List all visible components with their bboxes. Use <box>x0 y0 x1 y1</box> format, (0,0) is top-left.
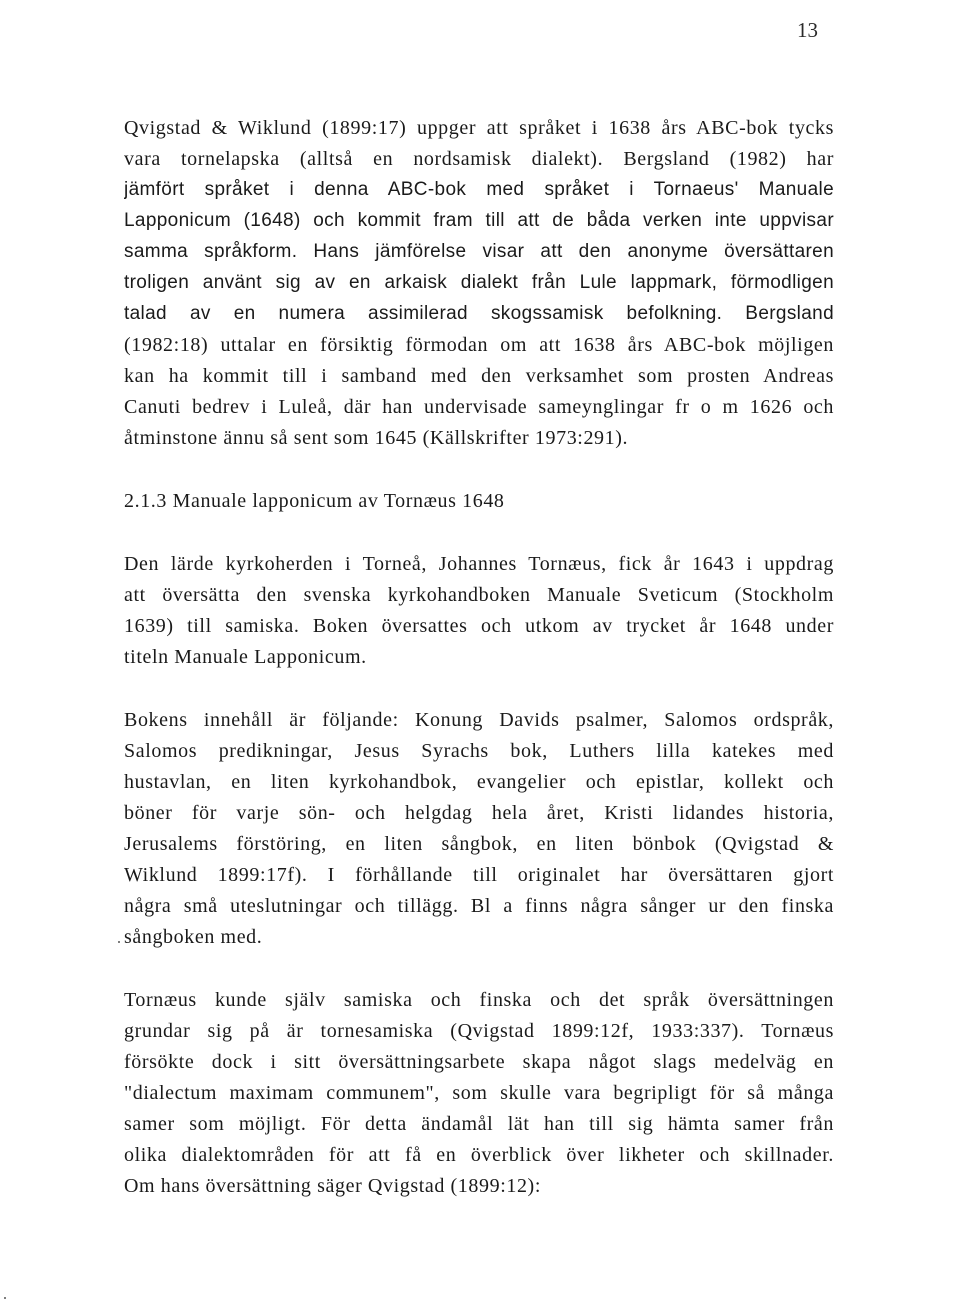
paragraph-line: åtminstone ännu så sent som 1645 (Källskrifter 1973:291). <box>124 427 629 449</box>
paragraph-line: talad av en numera assimilerad skogssamisk befolkning. Bergsland <box>124 303 834 324</box>
paragraph-line: försökte dock i sitt översättningsarbete skapa något slags medelväg en <box>124 1051 834 1073</box>
paragraph-line: troligen använt sig av en arkaisk dialekt från Lule lappmark, förmodligen <box>124 272 834 293</box>
paragraph-line: Jerusalems förstöring, en liten sångbok, en liten bönbok (Qvigstad & <box>124 833 834 855</box>
paragraph-line: Qvigstad & Wiklund (1899:17) uppger att språket i 1638 års ABC-bok tycks <box>124 117 834 139</box>
paragraph-line: böner för varje sön- och helgdag hela året, Kristi lidandes historia, <box>124 802 834 824</box>
paragraph-line: olika dialektområden för att få en överblick över likheter och skillnader. <box>124 1144 834 1166</box>
paragraph-line: att översätta den svenska kyrkohandboken Manuale Sveticum (Stockholm <box>124 584 834 606</box>
page-number: 13 <box>797 18 818 42</box>
paragraph-line: jämfört språket i denna ABC-bok med språket i Tornaeus' Manuale <box>124 179 834 200</box>
paragraph-line: Wiklund 1899:17f). I förhållande till originalet har översättaren gjort <box>124 864 834 886</box>
paragraph-line: vara tornelapska (alltså en nordsamisk dialekt). Bergsland (1982) har <box>124 148 834 170</box>
scan-speck <box>118 941 120 943</box>
paragraph-line: Bokens innehåll är följande: Konung Davids psalmer, Salomos ordspråk, <box>124 709 834 731</box>
paragraph-line: kan ha kommit till i samband med den verksamhet som prosten Andreas <box>124 365 834 387</box>
paragraph-line: samer som möjligt. För detta ändamål lät han till sig hämta samer från <box>124 1113 834 1135</box>
paragraph-line: samma språkform. Hans jämförelse visar att den anonyme översättaren <box>124 241 834 262</box>
paragraph-line: Om hans översättning säger Qvigstad (1899:12): <box>124 1175 541 1197</box>
paragraph-line: grundar sig på är tornesamiska (Qvigstad 1899:12f, 1933:337). Tornæus <box>124 1020 834 1042</box>
paragraph-line: hustavlan, en liten kyrkohandbok, evangelier och epistlar, kollekt och <box>124 771 834 793</box>
paragraph-line: Salomos predikningar, Jesus Syrachs bok, Luthers lilla katekes med <box>124 740 834 762</box>
section-heading: 2.1.3 Manuale lapponicum av Tornæus 1648 <box>124 490 505 512</box>
paragraph-line: sångboken med. <box>124 926 263 948</box>
paragraph-line: "dialectum maximam communem", som skulle vara begripligt för så många <box>124 1082 834 1104</box>
paragraph-line: Lapponicum (1648) och kommit fram till att de båda verken inte uppvisar <box>124 210 834 231</box>
paragraph-line: (1982:18) uttalar en försiktig förmodan om att 1638 års ABC-bok möjligen <box>124 334 834 356</box>
paragraph-line: Canuti bedrev i Luleå, där han undervisade sameynglingar fr o m 1626 och <box>124 396 834 418</box>
paragraph-line: Tornæus kunde själv samiska och finska och det språk översättningen <box>124 989 834 1011</box>
paragraph-line: 1639) till samiska. Boken översattes och utkom av trycket år 1648 under <box>124 615 834 637</box>
paragraph-line: några små uteslutningar och tillägg. Bl a finns några sånger ur den finska <box>124 895 834 917</box>
scan-speck <box>4 1297 6 1299</box>
paragraph-line: titeln Manuale Lapponicum. <box>124 646 367 668</box>
paragraph-line: Den lärde kyrkoherden i Torneå, Johannes Tornæus, fick år 1643 i uppdrag <box>124 553 834 575</box>
